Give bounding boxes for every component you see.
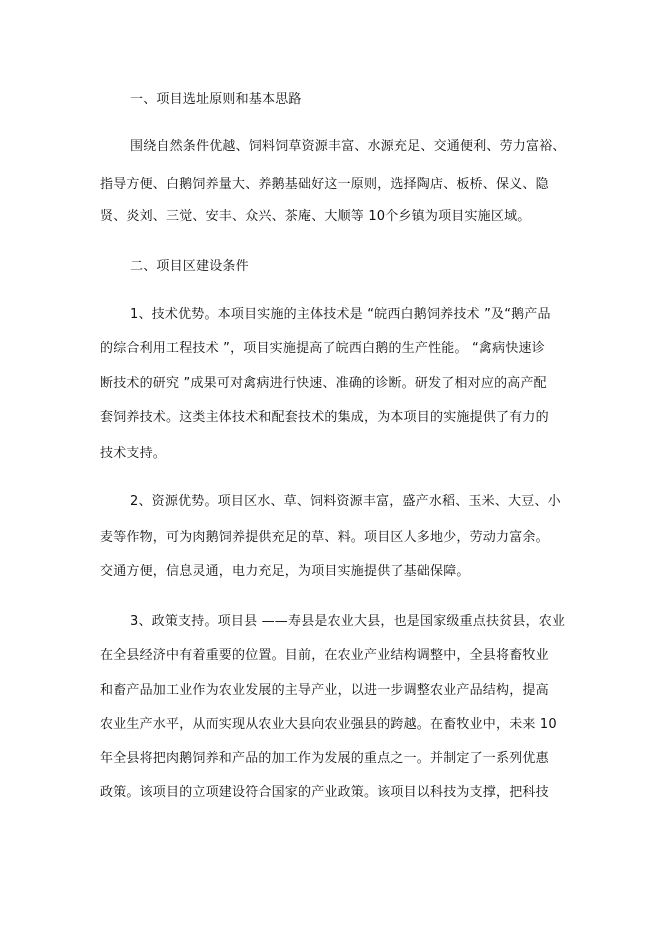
paragraph-line: 1、技术优势。本项目实施的主体技术是 “皖西白鹅饲养技术 ”及“鹅产品	[130, 307, 551, 322]
paragraph-line: 在全县经济中有着重要的位置。目前，在农业产业结构调整中，全县将畜牧业	[100, 648, 549, 663]
paragraph-line: 技术支持。	[100, 446, 167, 461]
section-heading-1: 一、项目选址原则和基本思路	[130, 92, 302, 107]
paragraph-line: 麦等作物，可为肉鹅饲养提供充足的草、料。项目区人多地少，劳动力富余。	[100, 530, 549, 545]
paragraph-line: 指导方便、白鹅饲养量大、养鹅基础好这一原则，选择陶店、板桥、保义、隐	[100, 177, 549, 192]
paragraph-line: 和畜产品加工业作为农业发展的主导产业，以进一步调整农业产品结构，提高	[100, 683, 549, 698]
section-heading-2: 二、项目区建设条件	[130, 259, 249, 274]
paragraph-line: 围绕自然条件优越、饲料饲草资源丰富、水源充足、交通便利、劳力富裕、	[130, 139, 566, 154]
paragraph-line: 2、资源优势。项目区水、草、饲料资源丰富，盛产水稻、玉米、大豆、小	[130, 494, 561, 509]
paragraph-line: 农业生产水平，从而实现从农业大县向农业强县的跨越。在畜牧业中，未来 10	[100, 717, 557, 732]
paragraph-line: 政策。该项目的立项建设符合国家的产业政策。该项目以科技为支撑，把科技	[100, 785, 549, 800]
paragraph-line: 交通方便，信息灵通，电力充足，为项目实施提供了基础保障。	[100, 564, 470, 579]
paragraph-line: 的综合利用工程技术 ”，项目实施提高了皖西白鹅的生产性能。 “禽病快速诊	[100, 341, 545, 356]
paragraph-line: 贤、炎刘、三觉、安丰、众兴、茶庵、大顺等 10个乡镇为项目实施区域。	[100, 209, 531, 224]
paragraph-line: 套饲养技术。这类主体技术和配套技术的集成，为本项目的实施提供了有力的	[100, 410, 549, 425]
paragraph-line: 3、政策支持。项目县 ——寿县是农业大县，也是国家级重点扶贫县，农业	[130, 614, 566, 629]
paragraph-line: 年全县将把肉鹅饲养和产品的加工作为发展的重点之一。并制定了一系列优惠	[100, 751, 549, 766]
paragraph-line: 断技术的研究 ”成果可对禽病进行快速、准确的诊断。研发了相对应的高产配	[100, 376, 547, 391]
